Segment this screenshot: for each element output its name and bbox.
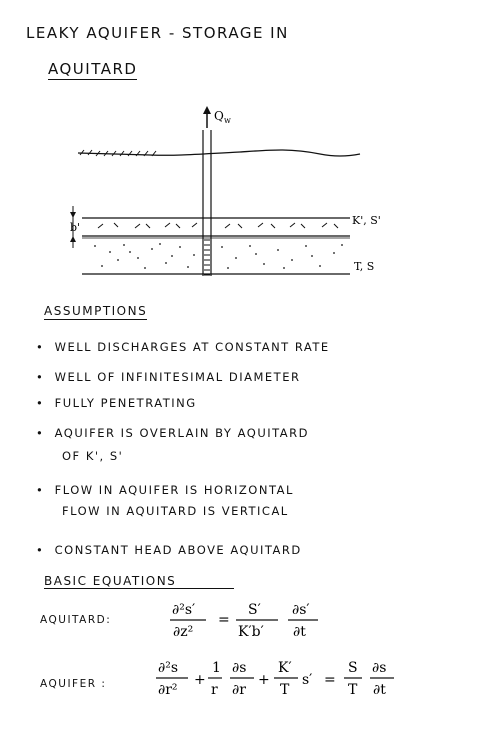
aquifer-cross-section-diagram bbox=[0, 100, 498, 290]
well-screen bbox=[204, 240, 210, 275]
svg-text:=: = bbox=[218, 612, 230, 628]
page-subtitle: AQUITARD bbox=[48, 60, 138, 78]
aquitard-thickness-label: b' bbox=[70, 221, 81, 234]
svg-text:∂t: ∂t bbox=[373, 682, 386, 698]
svg-text:∂r²: ∂r² bbox=[158, 682, 178, 698]
svg-text:∂s: ∂s bbox=[372, 660, 387, 676]
aquifer-equation bbox=[150, 654, 420, 704]
svg-text:S′: S′ bbox=[248, 602, 261, 618]
svg-text:∂r: ∂r bbox=[232, 682, 246, 698]
assumption-item: • FLOW IN AQUIFER IS HORIZONTAL bbox=[36, 483, 294, 497]
aquitard-hatching bbox=[98, 223, 338, 228]
aquitard-properties-label: K', S' bbox=[352, 214, 381, 227]
aquifer-properties-label: T, S bbox=[354, 260, 375, 273]
well-discharge-subscript: w bbox=[224, 116, 231, 125]
assumption-item: • CONSTANT HEAD ABOVE AQUITARD bbox=[36, 543, 302, 557]
svg-text:r: r bbox=[211, 682, 218, 698]
aquitard-equation-label: AQUITARD: bbox=[40, 614, 112, 626]
discharge-arrowhead bbox=[203, 106, 211, 114]
equations-heading: BASIC EQUATIONS bbox=[44, 574, 234, 589]
assumption-item: • AQUIFER IS OVERLAIN BY AQUITARD bbox=[36, 426, 309, 440]
page-title: LEAKY AQUIFER - STORAGE IN bbox=[26, 24, 289, 42]
aquifer-dots bbox=[94, 243, 343, 269]
svg-text:T: T bbox=[280, 682, 290, 698]
assumptions-heading: ASSUMPTIONS bbox=[44, 304, 148, 318]
well-discharge-label: Q bbox=[214, 109, 224, 123]
svg-text:1: 1 bbox=[212, 660, 221, 676]
svg-text:s′: s′ bbox=[302, 672, 313, 688]
svg-text:S: S bbox=[348, 660, 358, 676]
assumption-item: • FULLY PENETRATING bbox=[36, 396, 197, 410]
svg-text:+: + bbox=[194, 672, 206, 688]
aquitard-equation bbox=[160, 596, 340, 644]
svg-text:+: + bbox=[258, 672, 270, 688]
svg-text:∂²s: ∂²s bbox=[158, 660, 179, 676]
svg-text:∂s: ∂s bbox=[232, 660, 247, 676]
assumption-item-continued: FLOW IN AQUITARD IS VERTICAL bbox=[62, 504, 289, 518]
svg-text:∂s′: ∂s′ bbox=[292, 602, 310, 618]
aquifer-equation-label: AQUIFER : bbox=[40, 678, 107, 690]
svg-text:K′b′: K′b′ bbox=[238, 624, 264, 640]
svg-text:=: = bbox=[324, 672, 336, 688]
assumption-item-continued: OF K', S' bbox=[62, 449, 124, 463]
svg-text:K′: K′ bbox=[278, 660, 292, 676]
svg-text:∂t: ∂t bbox=[293, 624, 306, 640]
svg-text:∂²s′: ∂²s′ bbox=[172, 602, 196, 618]
svg-text:T: T bbox=[348, 682, 358, 698]
assumption-item: • WELL OF INFINITESIMAL DIAMETER bbox=[36, 370, 301, 384]
svg-text:∂z²: ∂z² bbox=[173, 624, 194, 640]
assumption-item: • WELL DISCHARGES AT CONSTANT RATE bbox=[36, 340, 330, 354]
